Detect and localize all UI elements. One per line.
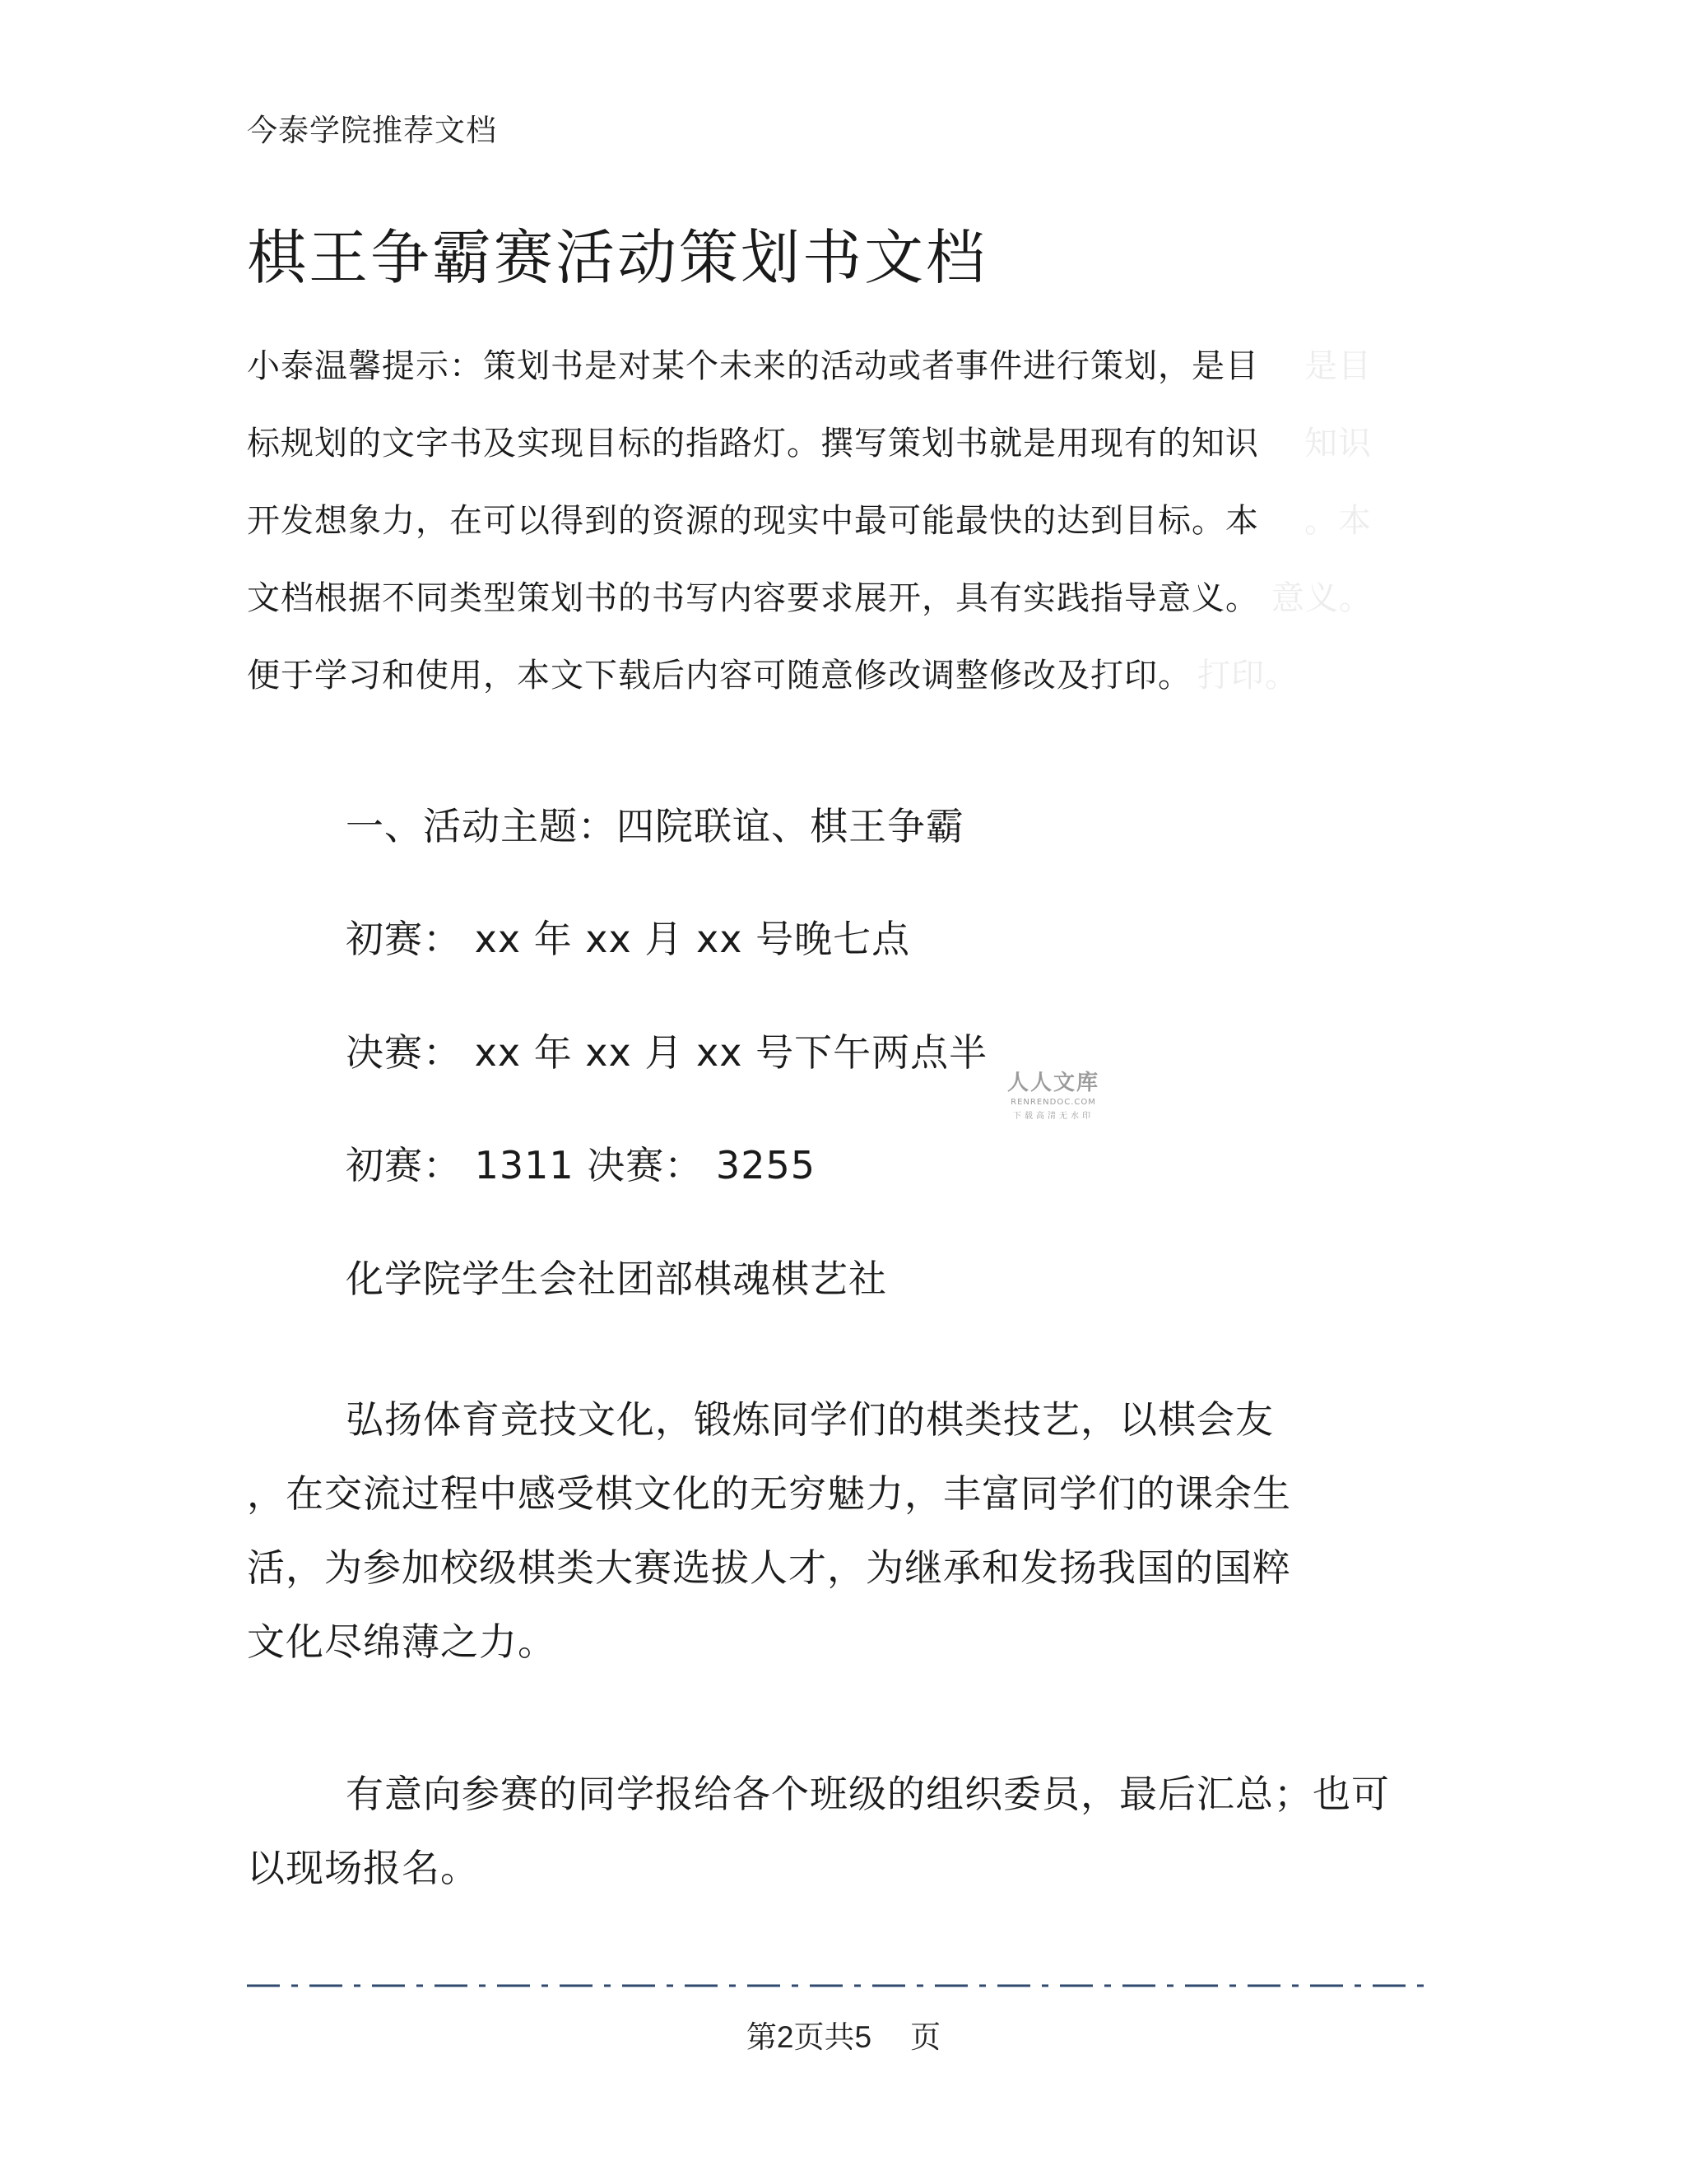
activity-theme: 一、活动主题：四院联谊、棋王争霸 [346,804,964,848]
document-title: 棋王争霸赛活动策划书文档 [247,223,988,292]
tip-block [247,328,1366,714]
footer-divider [247,1983,1432,1988]
tip-line: 标规划的文字书及实现目标的指路灯。撰写策划书就是用现有的知识 [247,425,1259,462]
ghost-echo: 知识 [1304,425,1372,462]
venue-rooms: 初赛： 1311 决赛： 3255 [346,1143,816,1187]
footer-middle: 页共 [793,2019,855,2055]
paragraph-line: 有意向参赛的同学报给各个班级的组织委员，最后汇总；也可 [346,1772,1390,1816]
watermark-domain: RENRENDOC.COM [1011,1098,1096,1107]
renrendoc-watermark [1000,1066,1107,1121]
header-label: 今泰学院推荐文档 [247,113,497,148]
watermark-slogan: 下载高清无水印 [1013,1112,1094,1121]
tip-line: 便于学习和使用，本文下载后内容可随意修改调整修改及打印。 [247,657,1192,695]
footer-prefix: 第 [746,2019,777,2055]
ghost-echo: 意义。 [1271,579,1373,617]
purpose-paragraph [247,1382,1291,1679]
tip-line: 开发想象力，在可以得到的资源的现实中最可能最快的达到目标。本 [247,502,1259,540]
footer-page: 2 [776,2020,794,2054]
tip-line: 文档根据不同类型策划书的书写内容要求展开，具有实践指导意义。 [247,579,1259,617]
organizer: 化学院学生会社团部棋魂棋艺社 [346,1257,887,1301]
signup-paragraph [247,1757,1390,1905]
final-time: 决赛： xx 年 xx 月 xx 号下午两点半 [346,1030,988,1075]
watermark-name: 人人文库 [1006,1071,1099,1095]
footer-total: 5 [854,2020,872,2054]
ghost-echo: 是目 [1304,347,1372,385]
ghost-echo: 打印。 [1197,657,1299,695]
paragraph-line: 文化尽绵薄之力。 [247,1619,556,1664]
tip-line: 小泰温馨提示：策划书是对某个未来的活动或者事件进行策划，是目 [247,347,1259,385]
page-number [0,2012,1687,2056]
prelim-time: 初赛： xx 年 xx 月 xx 号晚七点 [346,917,911,961]
ghost-echo: 。本 [1304,502,1372,540]
paragraph-line: 活，为参加校级棋类大赛选拔人才，为继承和发扬我国的国粹 [247,1545,1291,1590]
footer-suffix: 页 [910,2019,941,2055]
paragraph-line: 弘扬体育竞技文化，锻炼同学们的棋类技艺，以棋会友 [346,1397,1274,1442]
paragraph-line: ，在交流过程中感受棋文化的无穷魅力，丰富同学们的课余生 [247,1471,1291,1516]
paragraph-line: 以现场报名。 [247,1846,479,1890]
